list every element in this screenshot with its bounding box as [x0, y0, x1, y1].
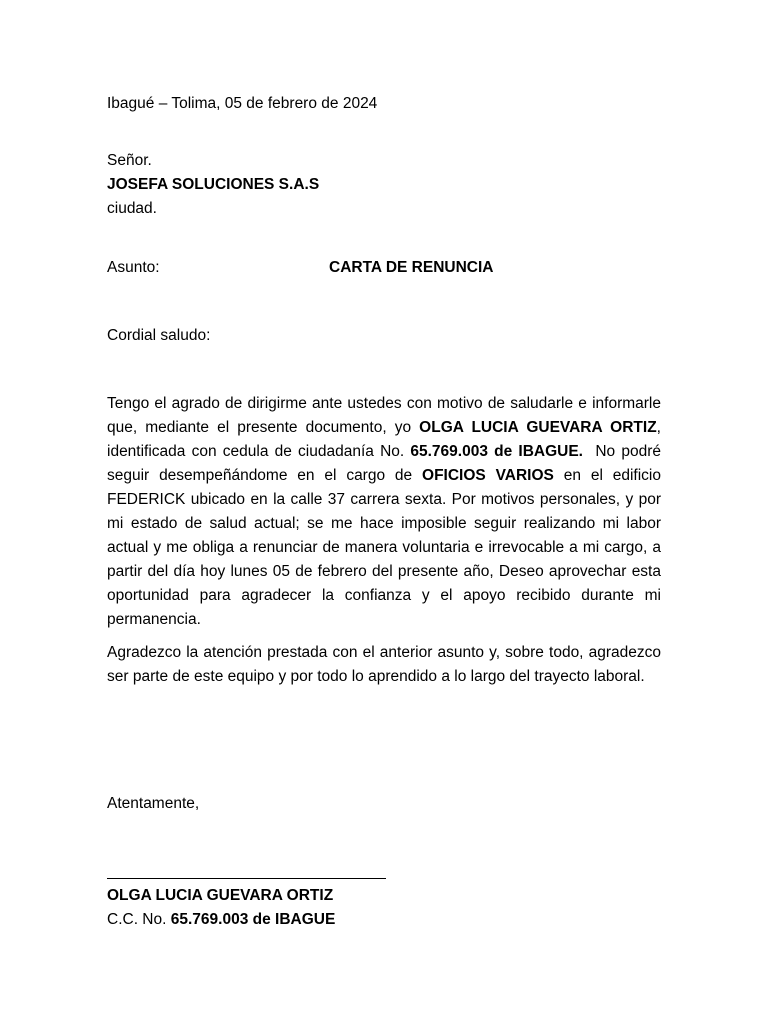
closing: Atentamente, — [107, 795, 200, 812]
salutation-title: Señor. — [107, 152, 152, 169]
greeting: Cordial saludo: — [107, 327, 211, 344]
employee-role: OFICIOS VARIOS — [422, 467, 554, 484]
recipient-company: JOSEFA SOLUCIONES S.A.S — [107, 176, 320, 193]
signer-id — [107, 908, 335, 932]
signature-line — [107, 878, 386, 879]
paragraph-1-text-d: en el edificio FEDERICK ubicado en la calle 37 carrera sexta. Por motivos personales, y por mi estado de salud actual; se me hace imposible seguir realizando mi labor actual y me obliga a renunciar de manera voluntaria e irrevocable a mi cargo, a partir del día hoy lunes 05 de febrero del presente año, Deseo aprovechar esta oportunidad para agradecer la confianza y el apoyo recibido durante mi permanencia. — [107, 467, 661, 628]
body-paragraph-2: Agradezco la atención prestada con el anterior asunto y, sobre todo, agradezco ser parte de este equipo y por todo lo aprendido a lo largo del trayecto laboral. — [107, 644, 661, 685]
signer-name: OLGA LUCIA GUEVARA ORTIZ — [107, 887, 334, 904]
employee-name: OLGA LUCIA GUEVARA ORTIZ — [419, 419, 657, 436]
paragraph-1-text-b: , identificada con cedula de ciudadanía No. — [107, 419, 661, 460]
place-date: Ibagué – Tolima, 05 de febrero de 2024 — [107, 95, 378, 112]
signer-id-prefix: C.C. No. — [107, 911, 171, 928]
paragraph-1-text-c: No podré seguir desempeñándome en el cargo de — [107, 443, 666, 484]
paragraph-1-text-a: Tengo el agrado de dirigirme ante ustedes con motivo de saludarle e informarle que, mediante el presente documento, yo — [107, 395, 661, 436]
subject-label: Asunto: — [107, 259, 160, 276]
employee-id: 65.769.003 de IBAGUE. — [410, 443, 583, 460]
recipient-city: ciudad. — [107, 200, 157, 217]
subject-value: CARTA DE RENUNCIA — [329, 259, 494, 276]
body-paragraph-1 — [107, 392, 666, 632]
signer-id-value: 65.769.003 de IBAGUE — [170, 911, 336, 928]
